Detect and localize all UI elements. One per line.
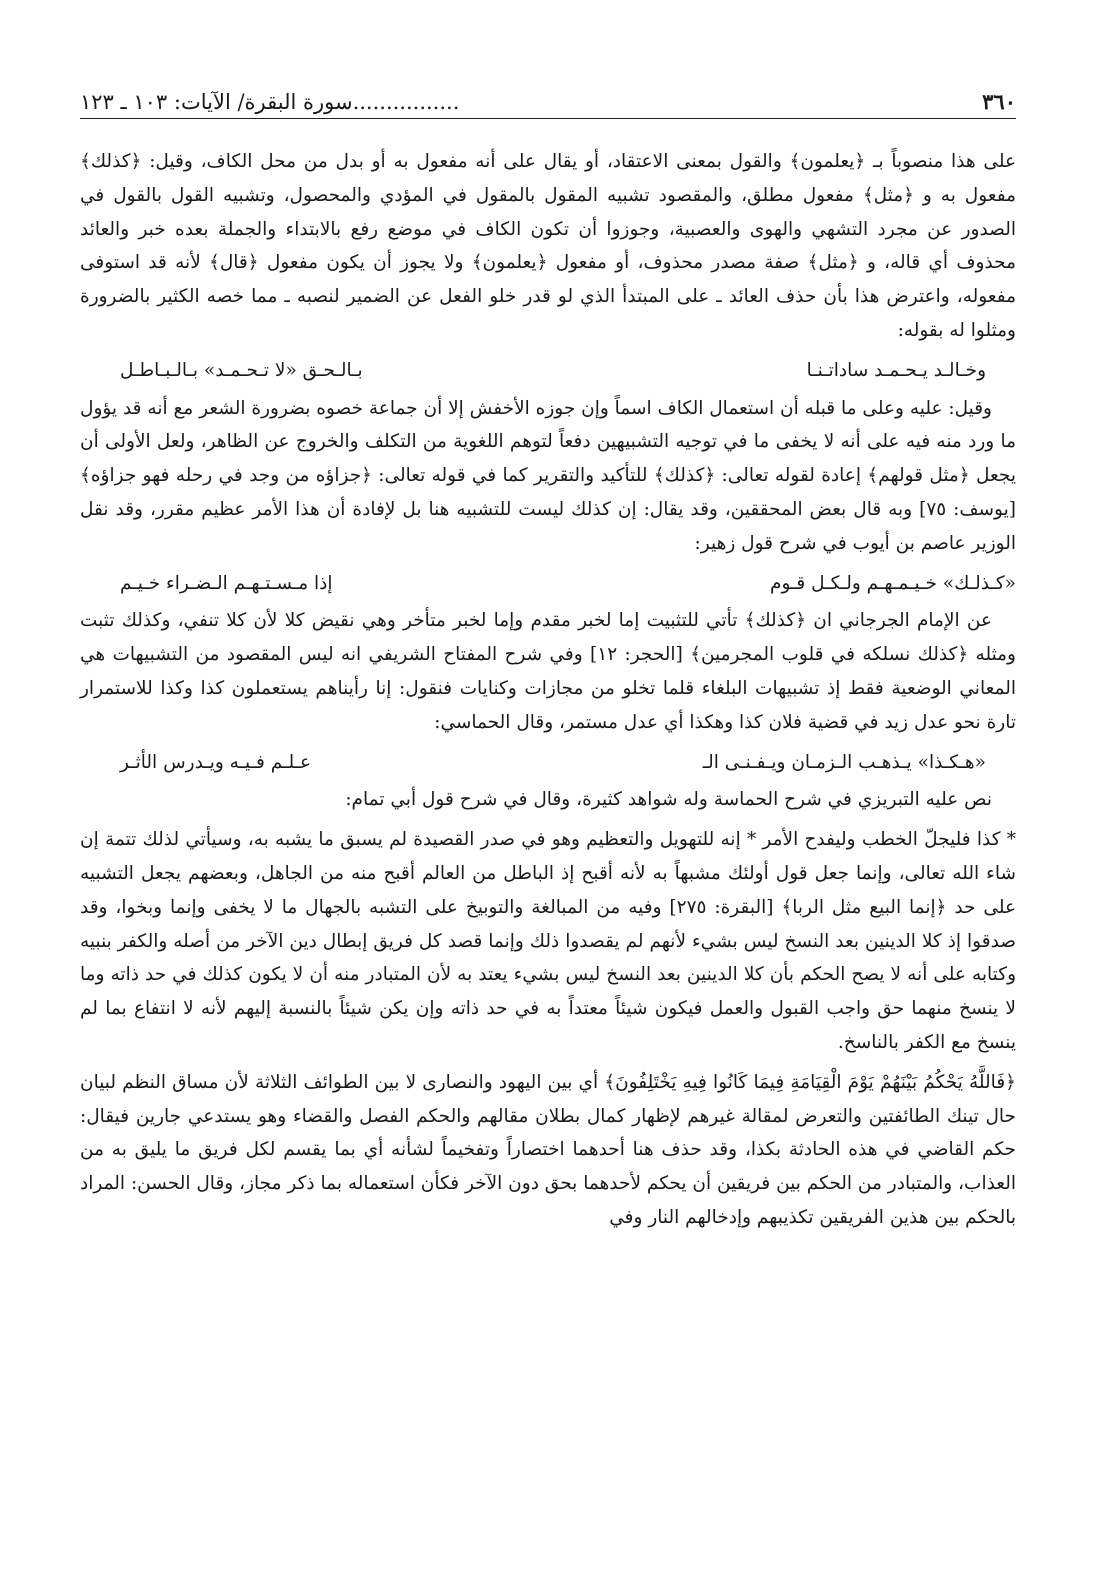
poetry-verse — [80, 746, 1016, 780]
poetry-verse — [80, 354, 1016, 388]
surah-running-title: ................سورة البقرة/ الآيات: ١٠٣ ـ ١٢٣ — [80, 90, 460, 114]
page-body — [80, 145, 1016, 1235]
paragraph: وقيل: عليه وعلى ما قبله أن استعمال الكاف اسماً وإن جوزه الأخفش إلا أن جماعة خصوه بضرورة الشعر مع أنه قد يؤول ما ورد منه فيه على أنه لا يخفى ما في توجيه التشبيهين دفعاً لتوهم اللغوية من التكلف والخروج عن الظاهر، ولعل الأولى أن يجعل ﴿مثل قولهم﴾ إعادة لقوله تعالى: ﴿كذلك﴾ للتأكيد والتقرير كما في قوله تعالى: ﴿جزاؤه من وجد في رحله فهو جزاؤه﴾ [يوسف: ٧٥] وبه قال بعض المحققين، وقد يقال: إن كذلك ليست للتشبيه هنا بل لإفادة أن هذا الأمر عظيم مقرر، وقد نقل الوزير عاصم بن أيوب في شرح قول زهير: — [80, 397, 1016, 554]
page-header — [80, 86, 1016, 119]
paragraph: عن الإمام الجرجاني ان ﴿كذلك﴾ تأتي للتثبيت إما لخبر مقدم وإما لخبر متأخر وهي نقيض كلا لأن كلا تنفي، وكذلك تثبت ومثله ﴿كذلك نسلكه في قلوب المجرمين﴾ [الحجر: ١٢] وفي شرح المفتاح الشريفي انه ليس المقصود من التشبيهات هي المعاني الوضعية فقط إذ تشبيهات البلغاء قلما تخلو من مجازات وكنايات فنقول: إنا رأيناهم يستعملون كذا وكذا للاستمرار تارة نحو عدل زيد في قضية فلان كذا وهكذا أي عدل مستمر، وقال الحماسي: — [80, 610, 1016, 733]
verse-second-hemistich: عـلـم فـيـه ويـدرس الأثـر — [120, 751, 312, 773]
verse-second-hemistich: إذا مـسـتـهـم الـضـراء خـيـم — [120, 572, 333, 594]
paragraph: ﴿فَاللَّهُ يَحْكُمُ بَيْنَهُمْ يَوْمَ الْقِيَامَةِ فِيمَا كَانُوا فِيهِ يَخْتَلِفُونَ﴾ أي بين اليهود والنصارى لا بين الطوائف الثلاثة لأن مساق النظم لبيان حال تينك الطائفتين والتعرض لمقالة غيرهم لإظهار كمال بطلان مقالهم والحكم الفصل والقضاء وهو يستدعي جارين فيقال: حكم القاضي في هذه الحادثة بكذا، وقد حذف هنا أحدهما اختصاراً وتفخيماً لشأنه أي بما يقسم لكل فريق ما يليق به من العذاب، والمتبادر من الحكم بين فريقين أن يحكم لأحدهما بحق دون الآخر فكأن استعماله بما ذكر مجاز، وقال الحسن: المراد بالحكم بين هذين الفريقين تكذيبهم وإدخالهم النار وفي — [80, 1071, 1016, 1228]
poetry-verse — [80, 567, 1016, 601]
verse-first-hemistich: «هـكـذا» يـذهـب الـزمـان ويـفـنـى الـ — [702, 751, 986, 773]
verse-second-hemistich: بـالـحـق «لا تـحـمـد» بـالـبـاطـل — [120, 359, 363, 381]
paragraph: نص عليه التبريزي في شرح الحماسة وله شواهد كثيرة، وقال في شرح قول أبي تمام: — [345, 789, 992, 811]
page-number: ٣٦٠ — [982, 89, 1016, 114]
paragraph: * كذا فليجلّ الخطب وليفدح الأمر * إنه للتهويل والتعظيم وهو في صدر القصيدة لم يسبق ما يشبه به، وسيأتي لذلك تتمة إن شاء الله تعالى، وإنما جعل قول أولئك مشبهاً به لأنه أقبح إذ الباطل من العالم أقبح منه من الجاهل، وبعضهم يجعل التشبيه على حد ﴿إنما البيع مثل الربا﴾ [البقرة: ٢٧٥] وفيه من المبالغة والتوبيخ على التشبه بالجهال ما لا يخفى وإنما وبخوا، وقد صدقوا إذ كلا الدينين بعد النسخ ليس بشيء لأنهم لم يقصدوا ذلك وإنما قصد كل فريق إبطال دين الآخر من أصله والكفر بنبيه وكتابه على أنه لا يصح الحكم بأن كلا الدينين بعد النسخ ليس بشيء يعتد به لأن المتبادر منه أن لا يكون كذلك في حد ذاته وما لا ينسخ منهما حق واجب القبول والعمل فيكون شيئاً معتداً به في حد ذاته وإن يكن شيئاً بالنسبة إليهم لأنه لا انتفاع بما لم ينسخ مع الكفر بالناسخ. — [80, 829, 1017, 1053]
verse-first-hemistich: وخـالـد يـحـمـد ساداتـنـا — [806, 359, 986, 381]
verse-first-hemistich: «كـذلـك» خـيـمـهـم ولـكـل قـوم — [769, 572, 1016, 594]
paragraph: على هذا منصوباً بـ ﴿يعلمون﴾ والقول بمعنى الاعتقاد، أو يقال على أنه مفعول به أو بدل من محل الكاف، وقيل: ﴿كذلك﴾ مفعول به و ﴿مثل﴾ مفعول مطلق، والمقصود تشبيه المقول بالمقول في المؤدي والمحصول، وتشبيه القول بالقول في الصدور عن مجرد التشهي والهوى والعصبية، وجوزوا أن تكون الكاف في موضع رفع بالابتداء والجملة بعده خبر والعائد محذوف أي قاله، و ﴿مثل﴾ صفة مصدر محذوف، أو مفعول ﴿يعلمون﴾ ولا يجوز أن يكون مفعول ﴿قال﴾ لأنه قد استوفى مفعوله، واعترض هذا بأن حذف العائد ـ على المبتدأ الذي لو قدر خلو الفعل عن الضمير لنصبه ـ مما خصه الكثير بالضرورة ومثلوا له بقوله: — [80, 151, 1016, 341]
